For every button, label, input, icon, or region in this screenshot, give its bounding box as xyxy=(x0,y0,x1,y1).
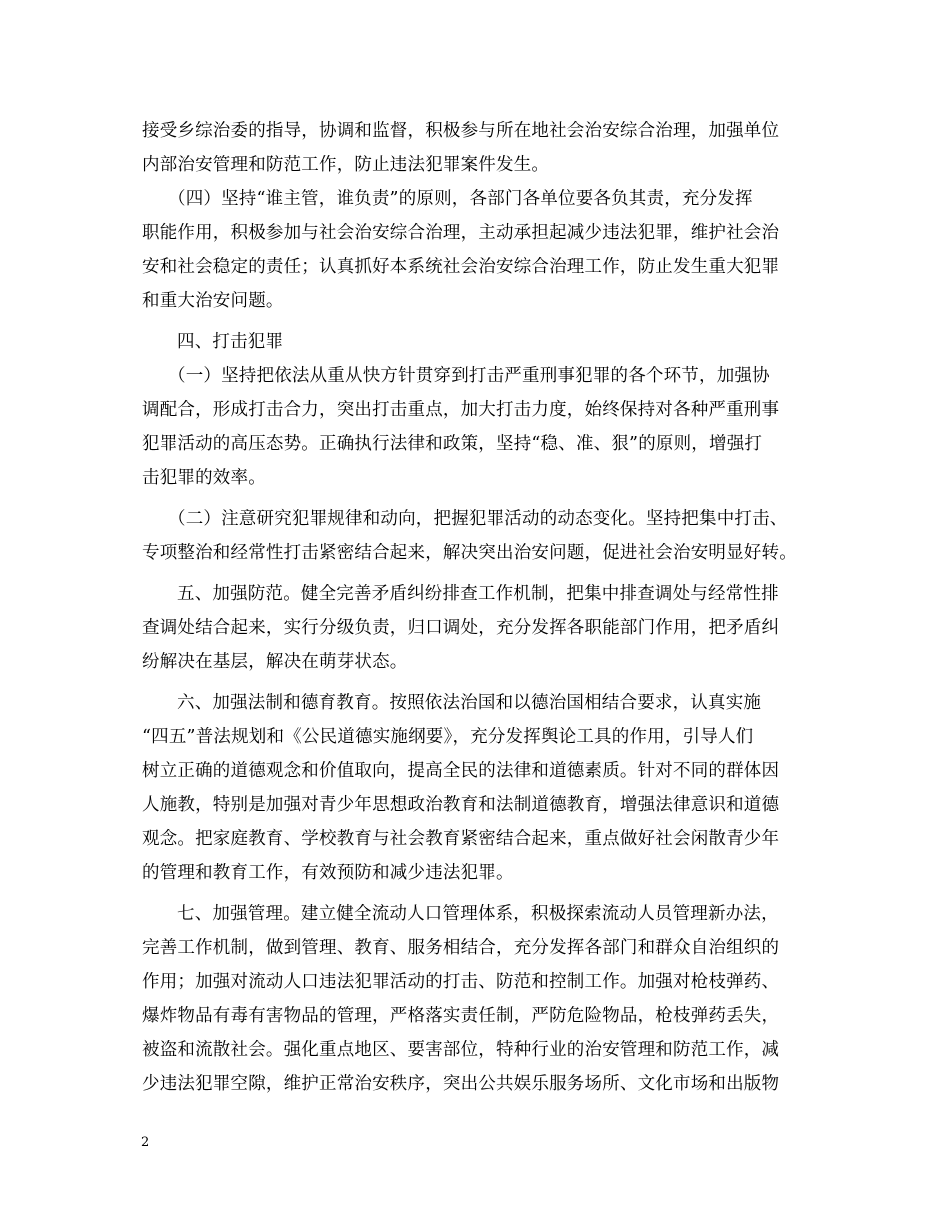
text-line: “四五”普法规划和《公民道德实施纲要》，充分发挥舆论工具的作用，引导人们 xyxy=(142,727,754,747)
text-line: 人施教，特别是加强对青少年思想政治教育和法制道德教育，增强法律意识和道德 xyxy=(142,795,780,815)
page-number: 2 xyxy=(141,1135,150,1150)
text-line: 调配合，形成打击合力，突出打击重点，加大打击力度，始终保持对各种严重刑事 xyxy=(142,400,780,420)
text-line: 和重大治安问题。 xyxy=(142,291,284,311)
section-heading: 四、打击犯罪 xyxy=(177,332,284,352)
text-line: （四）坚持“谁主管，谁负责”的原则，各部门各单位要各负其责，充分发挥 xyxy=(168,189,753,209)
text-line: 少违法犯罪空隙，维护正常治安秩序，突出公共娱乐服务场所、文化市场和出版物 xyxy=(142,1074,780,1094)
text-line: 五、加强防范。健全完善矛盾纠纷排查工作机制，把集中排查调处与经常性排 xyxy=(177,584,779,604)
text-line: （二）注意研究犯罪规律和动向，把握犯罪活动的动态变化。坚持把集中打击、 xyxy=(168,509,788,529)
text-line: 爆炸物品有毒有害物品的管理，严格落实责任制，严防危险物品，枪枝弹药丢失， xyxy=(142,1006,780,1026)
text-line: 完善工作机制，做到管理、教育、服务相结合，充分发挥各部门和群众自治组织的 xyxy=(142,938,780,958)
text-line: 击犯罪的效率。 xyxy=(142,468,266,488)
text-line: 观念。把家庭教育、学校教育与社会教育紧密结合起来，重点做好社会闲散青少年 xyxy=(142,829,780,849)
text-line: 作用；加强对流动人口违法犯罪活动的打击、防范和控制工作。加强对枪枝弹药、 xyxy=(142,972,780,992)
text-line: 纷解决在基层，解决在萌芽状态。 xyxy=(142,652,408,672)
text-line: 的管理和教育工作，有效预防和减少违法犯罪。 xyxy=(142,863,514,883)
text-line: 树立正确的道德观念和价值取向，提高全民的法律和道德素质。针对不同的群体因 xyxy=(142,761,780,781)
text-line: 专项整治和经常性打击紧密结合起来，解决突出治安问题，促进社会治安明显好转。 xyxy=(142,543,797,563)
text-line: 接受乡综治委的指导，协调和监督，积极参与所在地社会治安综合治理，加强单位 xyxy=(142,121,780,141)
text-line: （一）坚持把依法从重从快方针贯穿到打击严重刑事犯罪的各个环节，加强协 xyxy=(168,366,770,386)
text-line: 查调处结合起来，实行分级负责，归口调处，充分发挥各职能部门作用，把矛盾纠 xyxy=(142,618,780,638)
text-line: 安和社会稳定的责任；认真抓好本系统社会治安综合治理工作，防止发生重大犯罪 xyxy=(142,257,780,277)
text-line: 七、加强管理。建立健全流动人口管理体系，积极探索流动人员管理新办法， xyxy=(177,904,779,924)
text-line: 内部治安管理和防范工作，防止违法犯罪案件发生。 xyxy=(142,155,550,175)
text-line: 六、加强法制和德育教育。按照依法治国和以德治国相结合要求，认真实施 xyxy=(177,693,762,713)
text-line: 职能作用，积极参加与社会治安综合治理，主动承担起减少违法犯罪，维护社会治 xyxy=(142,223,780,243)
text-line: 犯罪活动的高压态势。正确执行法律和政策，坚持“稳、准、狠”的原则，增强打 xyxy=(142,434,763,454)
text-line: 被盗和流散社会。强化重点地区、要害部位，特种行业的治安管理和防范工作，减 xyxy=(142,1040,780,1060)
